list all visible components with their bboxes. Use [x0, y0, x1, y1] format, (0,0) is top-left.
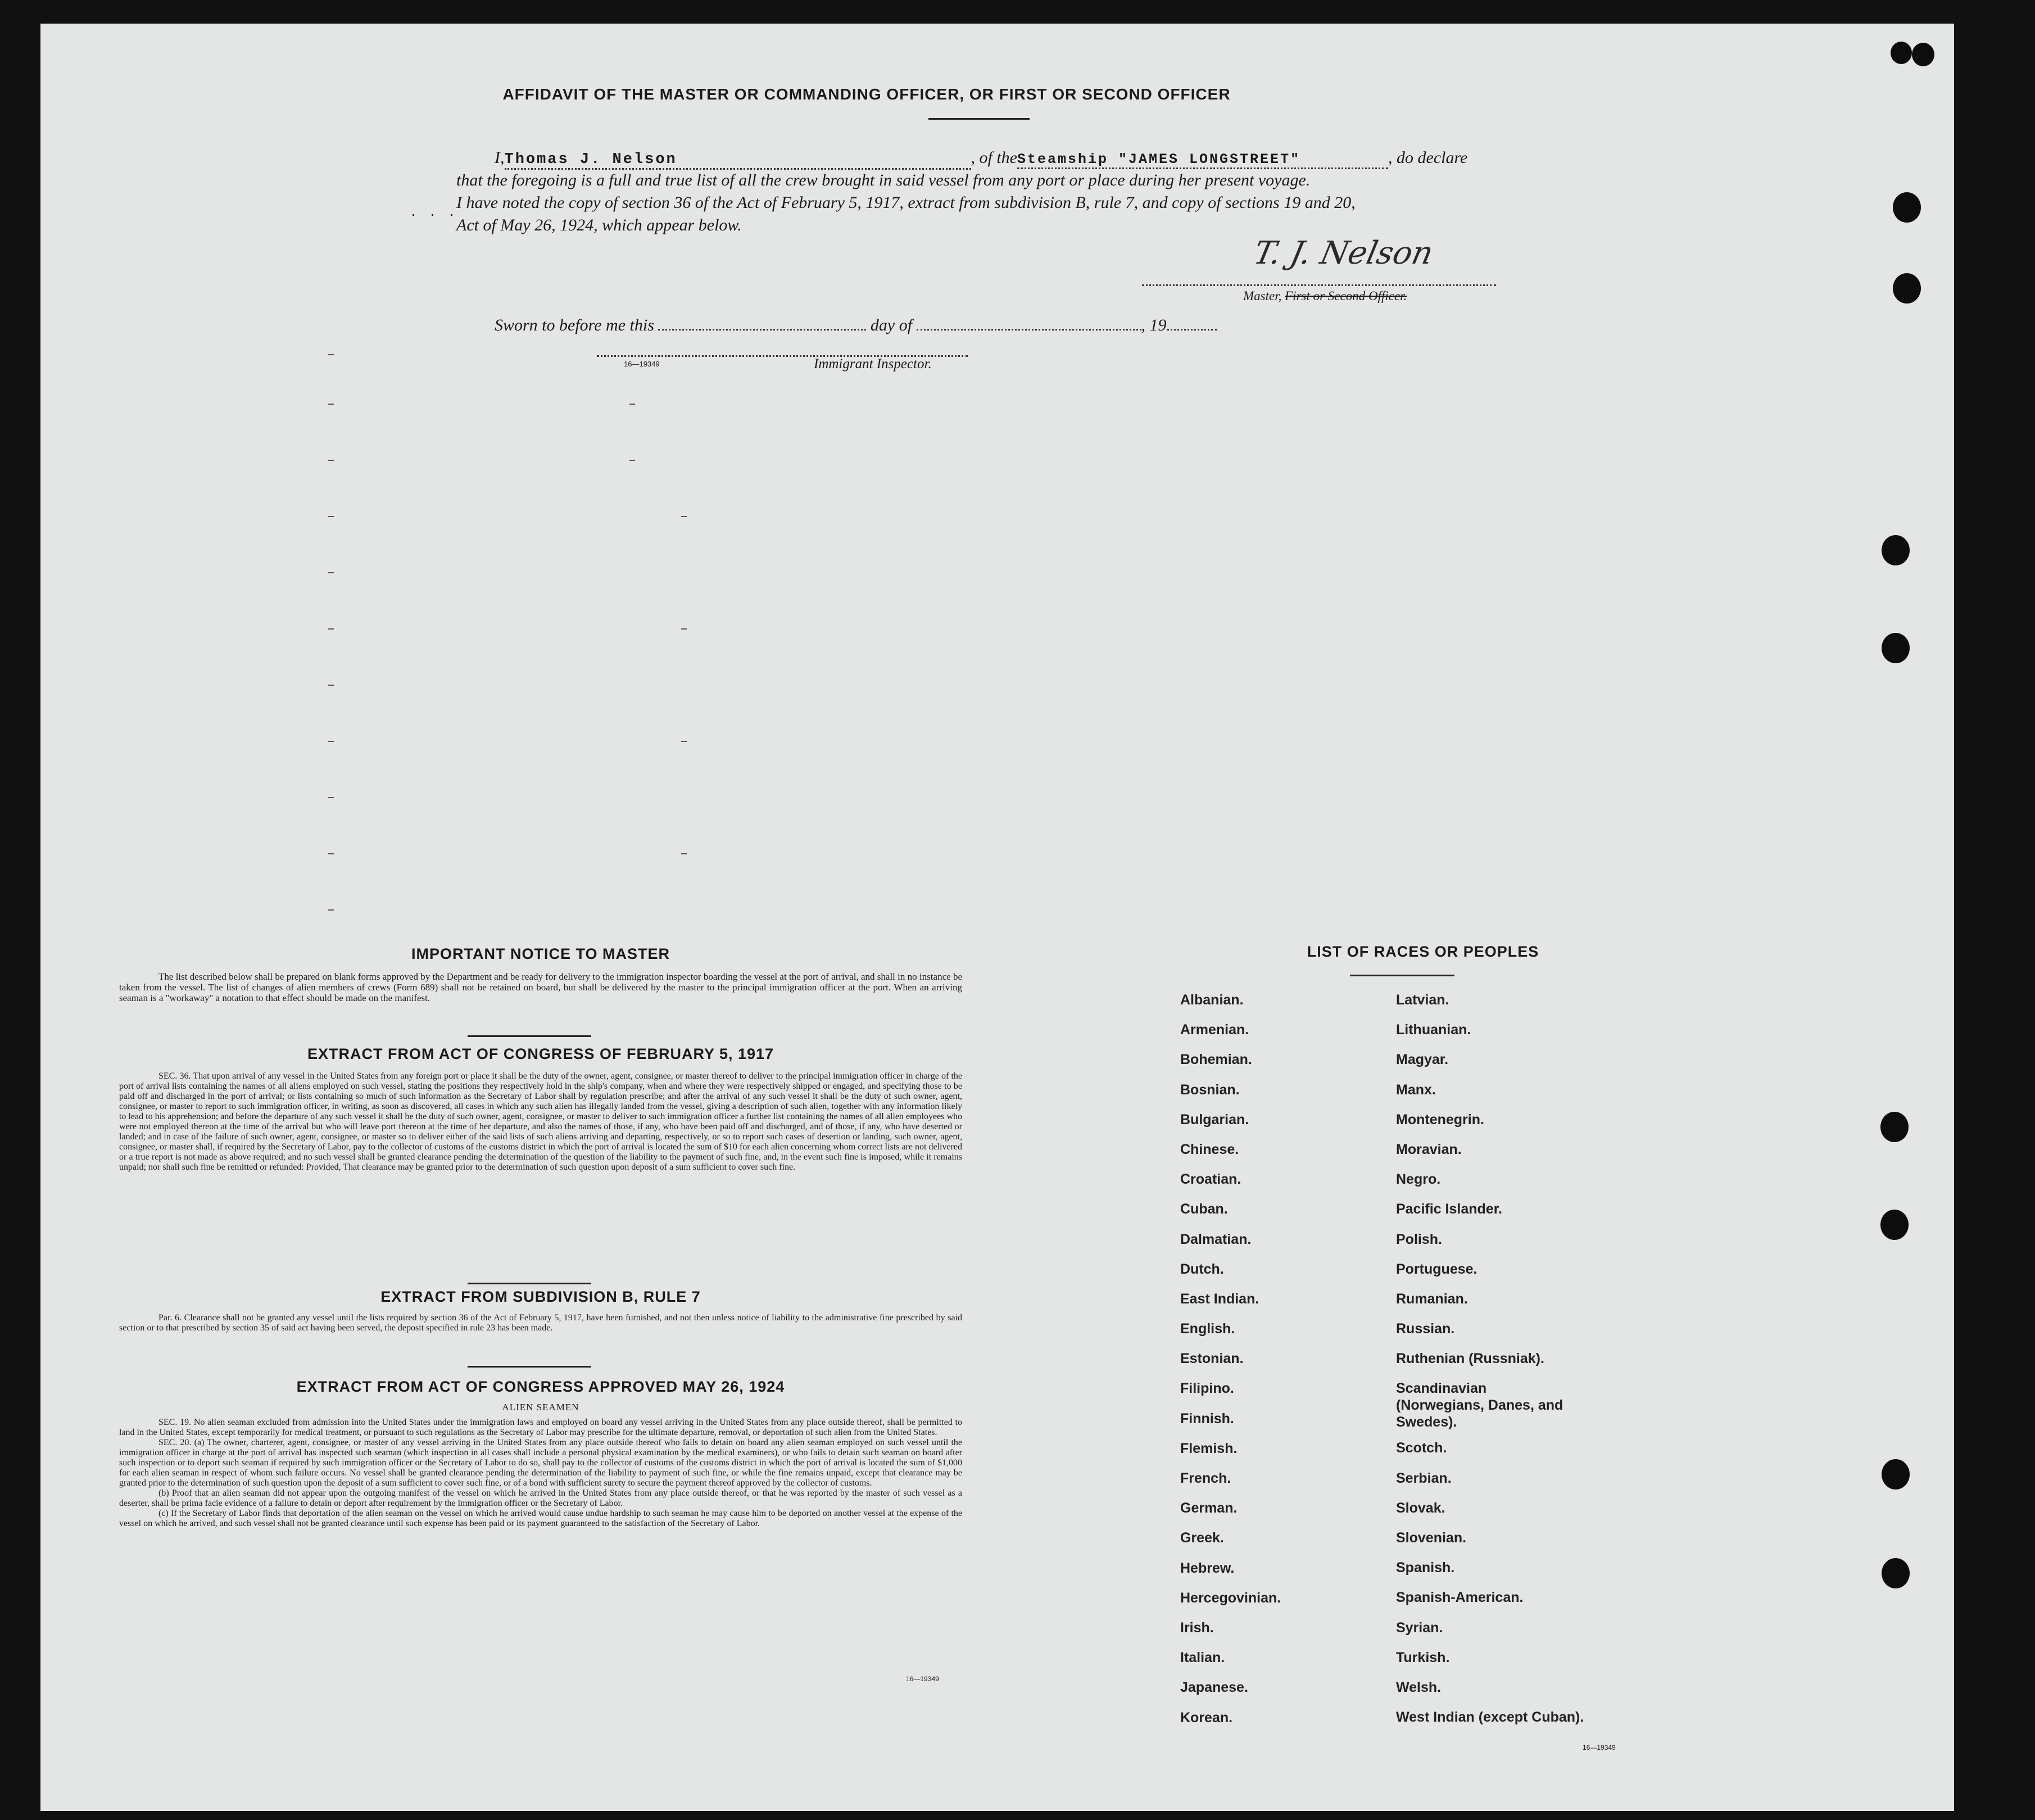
ruling-mark: [328, 404, 334, 405]
race-item: Spanish-American.: [1396, 1590, 1524, 1606]
inspector-label: Immigrant Inspector.: [814, 356, 932, 372]
rule7-title: EXTRACT FROM SUBDIVISION B, RULE 7: [380, 1288, 701, 1305]
sworn-day-field: [658, 329, 866, 331]
race-item: Korean.: [1180, 1709, 1233, 1726]
race-item: Croatian.: [1180, 1171, 1241, 1188]
ruling-mark: [681, 853, 687, 854]
ruling-mark: [328, 909, 334, 911]
extract-1924-body: [119, 1418, 962, 1529]
punch-hole: [1893, 273, 1921, 304]
race-item: Bosnian.: [1180, 1081, 1240, 1098]
ruling-mark: [681, 628, 687, 630]
punch-hole: [1912, 43, 1934, 66]
race-item: Greek.: [1180, 1530, 1224, 1546]
race-item: Welsh.: [1396, 1679, 1442, 1695]
sworn-line: [495, 316, 1217, 335]
race-item: West Indian (except Cuban).: [1396, 1709, 1584, 1726]
race-item: Portuguese.: [1396, 1261, 1477, 1277]
race-item: French.: [1180, 1470, 1231, 1486]
race-item: Negro.: [1396, 1171, 1441, 1188]
race-item: Cuban.: [1180, 1201, 1228, 1217]
race-item: Ruthenian (Russniak).: [1396, 1351, 1544, 1367]
race-item: Hercegovinian.: [1180, 1590, 1281, 1606]
ruling-mark: [328, 516, 334, 517]
race-item: Japanese.: [1180, 1679, 1248, 1696]
race-item: Albanian.: [1180, 992, 1244, 1008]
race-item: Pacific Islander.: [1396, 1201, 1502, 1217]
races-form-number: 16—19349: [1583, 1744, 1616, 1751]
race-item: Armenian.: [1180, 1022, 1249, 1038]
ruling-mark: [328, 460, 334, 461]
ruling-mark: [328, 741, 334, 742]
affidavit-of-the: , of the: [971, 148, 1017, 167]
extract-form-number: 16—19349: [906, 1675, 939, 1683]
punch-hole: [1882, 1558, 1910, 1588]
affidavit-do-declare: , do declare: [1388, 148, 1468, 167]
sworn-year-field: [1167, 329, 1217, 331]
race-item: Dutch.: [1180, 1261, 1224, 1277]
race-item: Estonian.: [1180, 1351, 1244, 1367]
affidavit-line-4: Act of May 26, 1924, which appear below.: [456, 216, 742, 234]
sworn-year-prefix: , 19: [1141, 316, 1167, 334]
race-item: Finnish.: [1180, 1410, 1234, 1427]
race-item: German.: [1180, 1500, 1238, 1516]
section-19: SEC. 19. No alien seaman excluded from admission into the United States under the immigration laws and employed on board any vessel arriving in the United States from any place outside thereof, shall be permitted to land in the United States, except temporarily for medical treatment, or pursuant to such regulations as the Secretary of Labor may prescribe for the ultimate departure, removal, or deportation of such alien from the United States.: [119, 1418, 962, 1437]
punch-hole: [1882, 535, 1910, 565]
notice-divider: [468, 1035, 591, 1037]
race-item: Hebrew.: [1180, 1560, 1235, 1576]
race-item: Rumanian.: [1396, 1291, 1468, 1307]
margin-dots: . . .: [411, 202, 459, 220]
section-20c: (c) If the Secretary of Labor finds that deportation of the alien seaman on the vessel on which he arrived would cause undue hardship to such seaman he may cause him to be deported on another vessel at the expense of the vessel on which he arrived, and such vessel shall not be granted clearance until such expense has been paid or its payment guaranteed to the satisfaction of the Secretary of Labor.: [119, 1509, 962, 1528]
race-item: Serbian.: [1396, 1470, 1452, 1486]
ruling-mark: [328, 853, 334, 854]
races-column-1: [1180, 992, 1383, 1739]
master-label: Master,: [1243, 289, 1282, 303]
race-item: Scandinavian (Norwegians, Danes, and Swedes).: [1396, 1380, 1563, 1430]
affidavit-line-1: [495, 148, 1562, 170]
document-page: [40, 24, 1954, 1811]
race-item: Irish.: [1180, 1619, 1214, 1636]
extract-1917-title: EXTRACT FROM ACT OF CONGRESS OF FEBRUARY 5, 1917: [307, 1045, 774, 1062]
rule7-body: Par. 6. Clearance shall not be granted any vessel until the lists required by section 36 of the Act of February 5, 1917, have been furnished, and not then unless notice of liability to the administrative fine prescribed by said section or to that prescribed by section 35 of said act having been served, the deposit specified in rule 23 has been made.: [119, 1313, 962, 1333]
ruling-mark: [328, 628, 334, 630]
sworn-prefix: Sworn to before me this: [495, 316, 654, 334]
race-item: Filipino.: [1180, 1380, 1234, 1397]
struck-officer-label: First or Second Officer.: [1285, 289, 1407, 303]
race-item: Lithuanian.: [1396, 1022, 1471, 1038]
title-divider: [928, 118, 1030, 120]
race-item: Chinese.: [1180, 1141, 1239, 1157]
punch-hole: [1882, 1459, 1910, 1489]
punch-hole: [1880, 1210, 1909, 1240]
race-item: Bohemian.: [1180, 1052, 1252, 1068]
master-signature: T. J. Nelson: [1250, 235, 1436, 271]
race-item: Montenegrin.: [1396, 1111, 1484, 1128]
race-item: East Indian.: [1180, 1291, 1259, 1307]
race-item: Russian.: [1396, 1321, 1455, 1337]
race-item: Moravian.: [1396, 1141, 1462, 1157]
race-item: Syrian.: [1396, 1619, 1443, 1636]
race-item: Latvian.: [1396, 992, 1449, 1008]
race-item: Manx.: [1396, 1081, 1436, 1098]
officer-name-field: Thomas J. Nelson: [505, 151, 971, 170]
ruling-mark: [629, 404, 635, 405]
punch-hole: [1893, 192, 1921, 223]
ruling-mark: [328, 685, 334, 686]
extract-1924-title: EXTRACT FROM ACT OF CONGRESS APPROVED MAY 26, 1924: [296, 1378, 785, 1395]
rule7-divider: [468, 1366, 591, 1368]
punch-hole: [1891, 42, 1912, 64]
extract-1917-body: SEC. 36. That upon arrival of any vessel in the United States from any foreign port or place it shall be the duty of the owner, agent, consignee, or master thereof to deliver to the principal immigration officer in charge of the port of arrival lists containing the names of all aliens employed on such vessel, stating the positions they respectively hold in the ship's company, when and where they were respectively shipped or engaged, and specifying those to be paid off and discharged in the port of arrival; or lists containing so much of such information as the Secretary of Labor shall by regulation prescribe; and after the arrival of any such vessel it shall be the duty of such owner, agent, consignee, or master to report to such immigration officer, in writing, as soon as discovered, all cases in which any such alien has illegally landed from the vessel, giving a description of such alien, together with any information likely to lead to his apprehension; and before the departure of any such vessel it shall be the duty of such owner, agent, consignee, or master to deliver to such immigration officer a further list containing the names of all alien employees who were not employed thereon at the time of the arrival but who will leave port thereon at the time of her departure, and also the names of those, if any, who have been paid off and discharged, and of those, if any, who have deserted or landed; and in case of the failure of such owner, agent, consignee, or master so to deliver either of the said lists of such aliens arriving and departing, respectively, or so to report such cases of desertion or landing, such owner, agent, consignee, or master shall, if required by the Secretary of Labor, pay to the collector of customs of the customs district in which the port of arrival is located the sum of $10 for each alien concerning whom correct lists are not delivered or a true report is not made as above required; and no such vessel shall be granted clearance pending the determination of the question of the liability to the payment of such fine, and, in the event such fine is imposed, while it remains unpaid; nor shall such fine be remitted or refunded: Provided, That clearance may be granted prior to the determination of such question upon deposit of a sum sufficient to cover such fine.: [119, 1071, 962, 1172]
section-20a: SEC. 20. (a) The owner, charterer, agent, consignee, or master of any vessel arriving in the United States from any place outside thereof who fails to detain on board any alien seaman employed on such vessel until the immigration officer in charge at the port of arrival has inspected such seaman (which inspection in all cases shall include a personal physical examination by the medical examiners), or who fails to detain such seaman on board after such inspection or to deport such seaman if required by such immigration officer or the Secretary of Labor to do so, shall pay to the collector of customs of the customs district in which the port of arrival is located the sum of $1,000 for each alien seaman in respect of whom such failure occurs. No vessel shall be granted clearance pending the determination of the liability to payment of such fine, or while the fine remains unpaid, except that clearance may be granted prior to the determination of such question upon the deposit of a sum sufficient to cover such fine, or of a bond with sufficient surety to secure the payment thereof approved by the collector of customs.: [119, 1438, 962, 1488]
race-item: Turkish.: [1396, 1649, 1450, 1665]
ruling-mark: [681, 741, 687, 742]
ruling-mark: [328, 354, 334, 355]
master-label-row: [1243, 289, 1407, 304]
ruling-mark: [328, 572, 334, 573]
race-item: Polish.: [1396, 1231, 1442, 1247]
affidavit-title: AFFIDAVIT OF THE MASTER OR COMMANDING OFFICER, OR FIRST OR SECOND OFFICER: [502, 85, 1231, 103]
ruling-mark: [681, 516, 687, 517]
race-item: Bulgarian.: [1180, 1111, 1249, 1128]
races-divider: [1350, 975, 1454, 976]
race-item: Italian.: [1180, 1650, 1225, 1666]
race-item: Magyar.: [1396, 1052, 1449, 1068]
race-item: English.: [1180, 1321, 1235, 1337]
punch-hole: [1882, 633, 1910, 663]
ruling-mark: [629, 460, 635, 461]
races-column-2: [1396, 992, 1688, 1738]
race-item: Slovak.: [1396, 1500, 1445, 1516]
races-title: LIST OF RACES OR PEOPLES: [1307, 943, 1539, 960]
race-item: Flemish.: [1180, 1440, 1238, 1456]
affidavit-form-number: 16—19349: [624, 360, 660, 368]
race-item: Slovenian.: [1396, 1530, 1467, 1546]
vessel-name-field: Steamship "JAMES LONGSTREET": [1017, 151, 1388, 169]
section-20b: (b) Proof that an alien seaman did not appear upon the outgoing manifest of the vessel on which he arrived in the United States from any place outside thereof, or that he was reported by the master of such vessel as a deserter, shall be prima facie evidence of a failure to detain or deport after requirement by the immigration officer or the Secretary of Labor.: [119, 1488, 962, 1508]
sworn-day-of: day of: [870, 316, 913, 334]
race-item: Scotch.: [1396, 1440, 1447, 1456]
extract-1917-divider: [468, 1283, 591, 1284]
affidavit-line-3: I have noted the copy of section 36 of the Act of February 5, 1917, extract from subdivision B, rule 7, and copy of sections 19 and 20,: [456, 193, 1356, 212]
sworn-month-field: [917, 329, 1141, 331]
ruling-mark: [328, 797, 334, 798]
notice-title: IMPORTANT NOTICE TO MASTER: [411, 945, 670, 962]
affidavit-i-prefix: I,: [495, 148, 505, 167]
race-item: Dalmatian.: [1180, 1231, 1252, 1247]
race-item: Spanish.: [1396, 1560, 1455, 1576]
notice-body: The list described below shall be prepared on blank forms approved by the Department and be ready for delivery to the immigration inspector boarding the vessel at the port of arrival, and shall in no instance be taken from the vessel. The list of changes of alien members of crews (Form 689) shall not be retained on board, but shall be delivered by the master to the principal immigration officer at the port. When an arriving seaman is a "workaway" a notation to that effect should be made on the manifest.: [119, 971, 962, 1003]
extract-1924-subtitle: ALIEN SEAMEN: [502, 1402, 579, 1412]
punch-hole: [1880, 1112, 1909, 1142]
affidavit-line-2: that the foregoing is a full and true list of all the crew brought in said vessel from any port or place during her present voyage.: [456, 171, 1311, 189]
